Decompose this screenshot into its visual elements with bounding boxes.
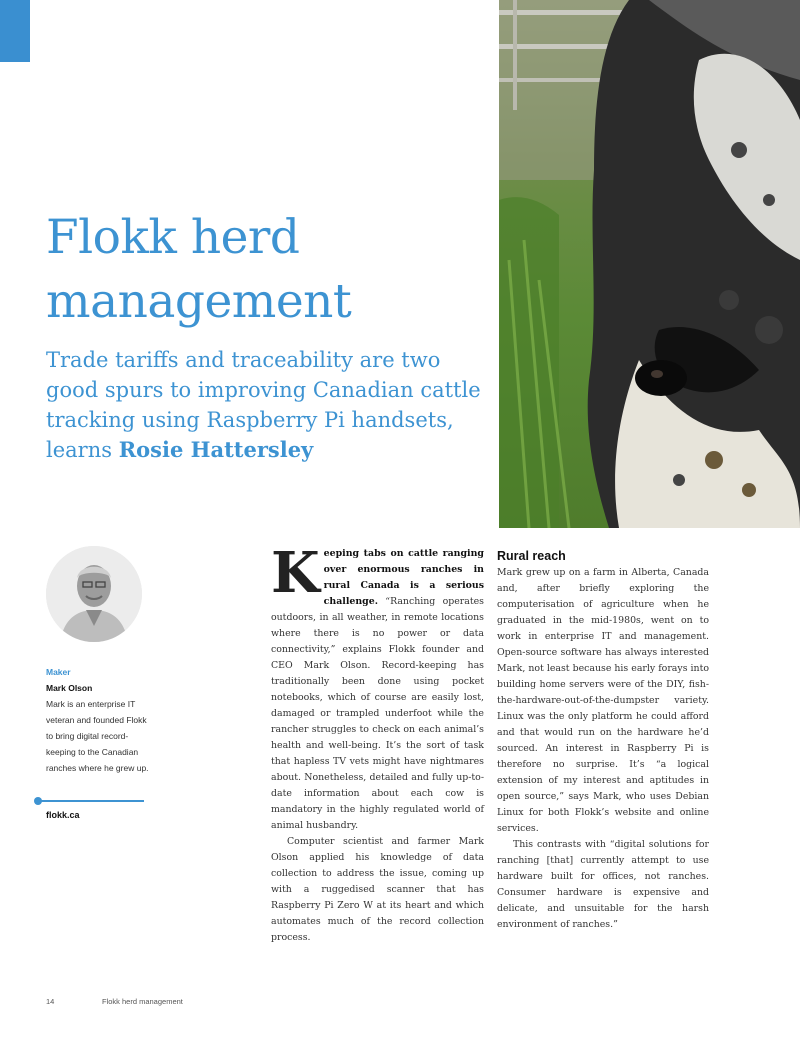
divider-line [40,800,144,802]
dropcap: K [271,540,320,606]
lead-in: eeping tabs on cattle ranging over enormous ranches in rural Canada is a serious challenge. [323,548,484,607]
cow-photo [499,0,800,528]
sidebar-divider [34,797,144,806]
article-title: Flokk herd management [46,210,352,329]
avatar [46,546,142,642]
standfirst-text: Trade tariffs and traceability are two good spurs to improving Canadian cattle tracking using Raspberry Pi handsets, learns [46,348,481,462]
sidebar-bio: Mark is an enterprise IT veteran and founded Flokk to bring digital record-keeping to the Canadian ranches where he grew up. [46,699,149,773]
portrait-icon [46,546,142,642]
author-name: Rosie Hattersley [118,437,314,462]
maker-sidebar [46,664,156,776]
body-paragraph-3: Mark grew up on a farm in Alberta, Canada and, after briefly exploring the computerisation of agriculture when he graduated in the mid-1980s, went on to work in enterprise IT and management. Open-source software has always interested Mark, not least because his early forays into building home servers were of the DIY, fish-the-hardware-out-of-the-dumpster variety. Linux was the only platform he could afford and that would run on the hardware he’d sourced. An interest in Raspberry Pi is therefore no surprise. It’s “a logical extension of my interest and aptitudes in open source,” says Mark, who uses Debian Linux for both Flokk’s website and online services. [497,567,709,834]
body-paragraph-4: This contrasts with “digital solutions for ranching [that] currently attempt to use hardware built for offices, not ranches. Consumer hardware is expensive and delicate, and unsuitable for the harsh environment of ranches.” [497,839,709,930]
section-heading: Rural reach [497,549,566,563]
cow-illustration [499,0,800,528]
section-tab [0,0,30,62]
running-title: Flokk herd management [102,997,183,1006]
body-column-2 [497,548,709,933]
body-paragraph-1 [271,540,484,834]
page-number: 14 [46,997,55,1006]
website-link[interactable]: flokk.ca [46,810,80,820]
standfirst [46,345,486,465]
body-column-1 [271,540,484,946]
body-paragraph-2: Computer scientist and farmer Mark Olson applied his knowledge of data collection to address the issue, coming up with a ruggedised scanner that has Raspberry Pi Zero W at its heart and which automates much of the record collection process. [271,836,484,943]
paragraph-1-text: “Ranching operates outdoors, in all weather, in remote locations where there is no power or data connectivity,” explains Flokk founder and CEO Mark Olson. Record-keeping has traditionally been done using pocket notebooks, which of course are easily lost, damaged or trampled underfoot while the rancher struggles to check on each animal’s health and well-being. It’s the sort of task that hapless TV vets might have nightmares about. Nonetheless, detailed and fully up-to-date information about each cow is mandatory in the highly regulated world of animal husbandry. [271,596,484,831]
sidebar-name: Mark Olson [46,683,93,693]
sidebar-role: Maker [46,667,71,677]
